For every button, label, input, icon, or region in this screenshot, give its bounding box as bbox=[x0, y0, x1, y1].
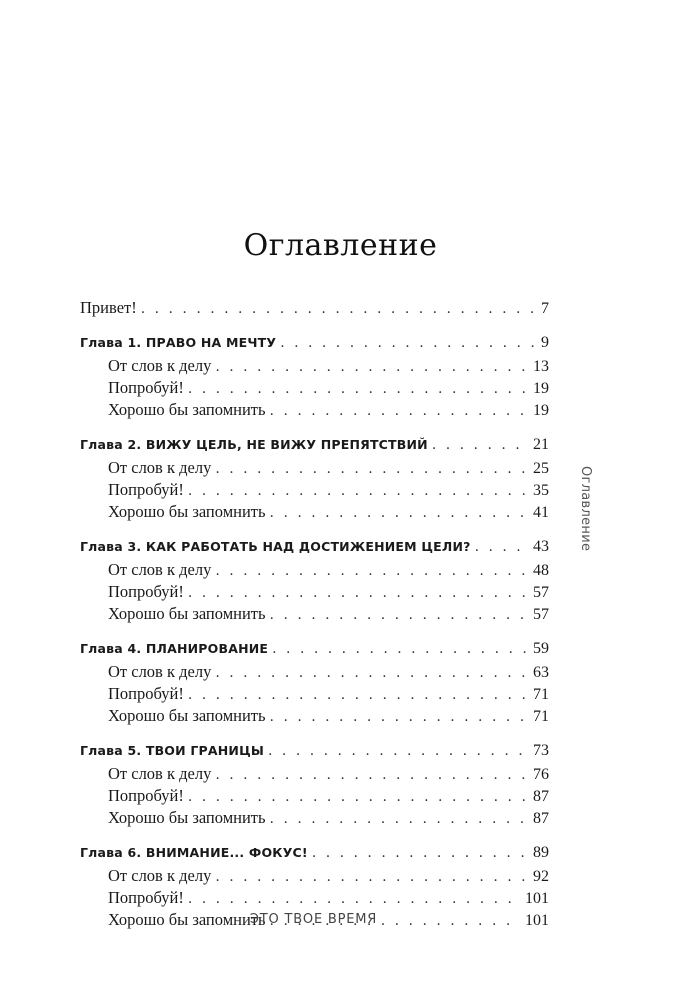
toc-page-number: 59 bbox=[533, 640, 549, 657]
subsection-label: От слов к делу bbox=[108, 764, 212, 783]
toc-subsection-entry[interactable] bbox=[80, 684, 549, 706]
toc-page-number: 71 bbox=[533, 708, 549, 725]
toc-chapter-entry[interactable] bbox=[80, 436, 549, 458]
toc-subsection-entry[interactable] bbox=[80, 502, 549, 524]
toc-subsection-entry[interactable] bbox=[80, 378, 549, 400]
toc-chapter-entry[interactable] bbox=[80, 742, 549, 764]
toc-page-number: 35 bbox=[533, 482, 549, 499]
subsection-label: Попробуй! bbox=[108, 888, 184, 907]
toc-page-number: 71 bbox=[533, 686, 549, 703]
dot-leader bbox=[475, 539, 529, 555]
toc-chapter-entry[interactable] bbox=[80, 640, 549, 662]
toc-spacer bbox=[80, 422, 549, 436]
dot-leader bbox=[215, 869, 529, 885]
toc-subsection-entry[interactable] bbox=[80, 582, 549, 604]
dot-leader bbox=[270, 607, 529, 623]
subsection-label: От слов к делу bbox=[108, 866, 212, 885]
dot-leader bbox=[188, 483, 529, 499]
dot-leader bbox=[268, 743, 529, 759]
chapter-label: Глава 6. ВНИМАНИЕ... ФОКУС! bbox=[80, 845, 308, 860]
toc-page-number: 101 bbox=[525, 890, 549, 907]
toc-spacer bbox=[80, 320, 549, 334]
toc-page-number: 19 bbox=[533, 402, 549, 419]
dot-leader bbox=[188, 789, 529, 805]
dot-leader bbox=[188, 381, 529, 397]
subsection-label: От слов к делу bbox=[108, 560, 212, 579]
toc-subsection-entry[interactable] bbox=[80, 706, 549, 728]
toc-subsection-entry[interactable] bbox=[80, 662, 549, 684]
toc-page-number: 101 bbox=[525, 912, 549, 929]
chapter-label: Глава 5. ТВОИ ГРАНИЦЫ bbox=[80, 743, 265, 758]
chapter-label: Глава 4. ПЛАНИРОВАНИЕ bbox=[80, 641, 269, 656]
subsection-label: Хорошо бы запомнить bbox=[108, 502, 266, 521]
dot-leader bbox=[215, 461, 529, 477]
toc-page-number: 48 bbox=[533, 562, 549, 579]
toc-page-number: 73 bbox=[533, 742, 549, 759]
toc-spacer bbox=[80, 728, 549, 742]
toc-chapter-entry[interactable] bbox=[80, 538, 549, 560]
subsection-label: Хорошо бы запомнить bbox=[108, 604, 266, 623]
toc-page-number: 7 bbox=[541, 300, 549, 317]
chapter-label: Глава 2. ВИЖУ ЦЕЛЬ, НЕ ВИЖУ ПРЕПЯТСТВИЙ bbox=[80, 437, 428, 452]
toc-page-number: 87 bbox=[533, 788, 549, 805]
dot-leader bbox=[270, 505, 529, 521]
subsection-label: Попробуй! bbox=[108, 480, 184, 499]
toc-subsection-entry[interactable] bbox=[80, 604, 549, 626]
toc-subsection-entry[interactable] bbox=[80, 888, 549, 910]
toc-spacer bbox=[80, 626, 549, 640]
toc-subsection-entry[interactable] bbox=[80, 480, 549, 502]
toc-page-number: 41 bbox=[533, 504, 549, 521]
dot-leader bbox=[312, 845, 529, 861]
subsection-label: Попробуй! bbox=[108, 786, 184, 805]
subsection-label: От слов к делу bbox=[108, 662, 212, 681]
page-title: Оглавление bbox=[243, 228, 438, 263]
table-of-contents bbox=[80, 298, 549, 932]
toc-subsection-entry[interactable] bbox=[80, 560, 549, 582]
toc-subsection-entry[interactable] bbox=[80, 764, 549, 786]
dot-leader bbox=[188, 585, 529, 601]
subsection-label: Хорошо бы запомнить bbox=[108, 400, 266, 419]
chapter-label: Глава 1. ПРАВО НА МЕЧТУ bbox=[80, 335, 277, 350]
subsection-label: Попробуй! bbox=[108, 684, 184, 703]
toc-intro-entry[interactable] bbox=[80, 298, 549, 320]
toc-subsection-entry[interactable] bbox=[80, 458, 549, 480]
toc-page-number: 63 bbox=[533, 664, 549, 681]
toc-page-number: 25 bbox=[533, 460, 549, 477]
dot-leader bbox=[215, 767, 529, 783]
toc-subsection-entry[interactable] bbox=[80, 808, 549, 830]
subsection-label: Хорошо бы запомнить bbox=[108, 706, 266, 725]
toc-subsection-entry[interactable] bbox=[80, 866, 549, 888]
toc-entry-label: Привет! bbox=[80, 298, 137, 317]
dot-leader bbox=[215, 563, 529, 579]
toc-spacer bbox=[80, 830, 549, 844]
dot-leader bbox=[188, 687, 529, 703]
dot-leader bbox=[280, 335, 537, 351]
toc-page-number: 21 bbox=[533, 436, 549, 453]
dot-leader bbox=[215, 359, 529, 375]
dot-leader bbox=[270, 709, 529, 725]
toc-page-number: 57 bbox=[533, 584, 549, 601]
subsection-label: Попробуй! bbox=[108, 378, 184, 397]
toc-page-number: 89 bbox=[533, 844, 549, 861]
toc-page-number: 9 bbox=[541, 334, 549, 351]
subsection-label: Хорошо бы запомнить bbox=[108, 808, 266, 827]
dot-leader bbox=[270, 403, 529, 419]
toc-chapter-entry[interactable] bbox=[80, 334, 549, 356]
dot-leader bbox=[432, 437, 529, 453]
dot-leader bbox=[272, 641, 529, 657]
chapter-label: Глава 3. КАК РАБОТАТЬ НАД ДОСТИЖЕНИЕМ ЦЕЛИ? bbox=[80, 539, 471, 554]
toc-subsection-entry[interactable] bbox=[80, 356, 549, 378]
subsection-label: Попробуй! bbox=[108, 582, 184, 601]
toc-page-number: 43 bbox=[533, 538, 549, 555]
subsection-label: Хорошо бы запомнить bbox=[108, 910, 266, 929]
toc-page-number: 13 bbox=[533, 358, 549, 375]
subsection-label: От слов к делу bbox=[108, 458, 212, 477]
toc-page-number: 19 bbox=[533, 380, 549, 397]
dot-leader bbox=[188, 891, 521, 907]
subsection-label: От слов к делу bbox=[108, 356, 212, 375]
page-footer: ЭТО ТВОЕ ВРЕМЯ bbox=[249, 912, 378, 927]
toc-subsection-entry[interactable] bbox=[80, 786, 549, 808]
toc-spacer bbox=[80, 524, 549, 538]
toc-page-number: 87 bbox=[533, 810, 549, 827]
toc-chapter-entry[interactable] bbox=[80, 844, 549, 866]
toc-page-number: 76 bbox=[533, 766, 549, 783]
side-running-head: Оглавление bbox=[578, 466, 593, 552]
toc-subsection-entry[interactable] bbox=[80, 400, 549, 422]
toc-page-number: 92 bbox=[533, 868, 549, 885]
dot-leader bbox=[215, 665, 529, 681]
dot-leader bbox=[270, 811, 529, 827]
dot-leader bbox=[141, 301, 537, 317]
toc-page-number: 57 bbox=[533, 606, 549, 623]
